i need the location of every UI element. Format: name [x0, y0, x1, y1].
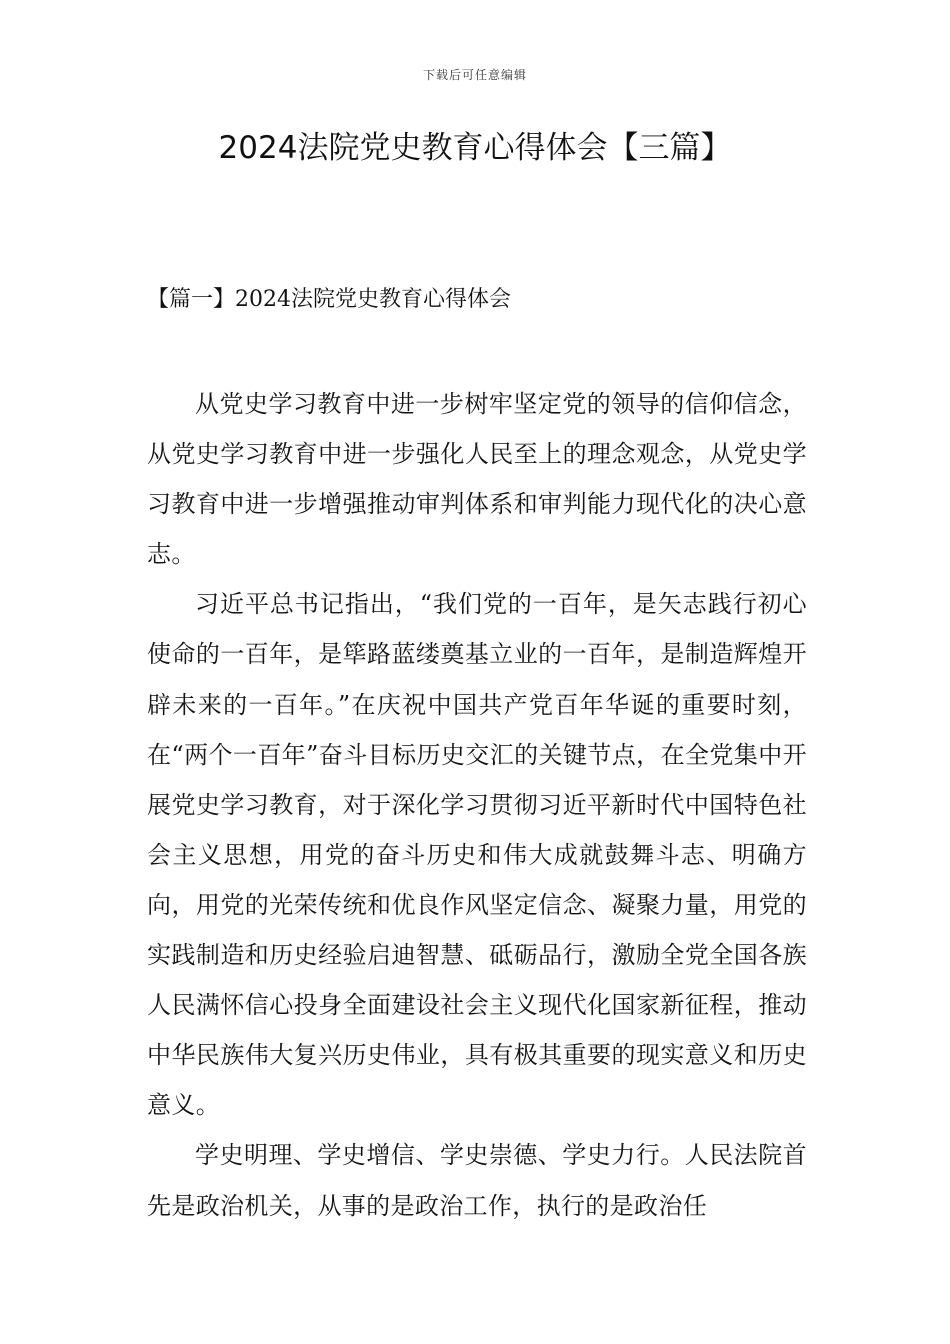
paragraph-2: 习近平总书记指出，“我们党的一百年，是矢志践行初心使命的一百年，是筚路蓝缕奠基立业的一百年，是制造辉煌开辟未来的一百年。”在庆祝中国共产党百年华诞的重要时刻，在“两个一百年”奋斗目标历史交汇的关键节点，在全党集中开展党史学习教育，对于深化学习贯彻习近平新时代中国特色社会主义思想，用党的奋斗历史和伟大成就鼓舞斗志、明确方向，用党的光荣传统和优良作风坚定信念、凝聚力量，用党的实践制造和历史经验启迪智慧、砥砺品行，激励全党全国各族人民满怀信心投身全面建设社会主义现代化国家新征程，推动中华民族伟大复兴历史伟业，具有极其重要的现实意义和历史意义。: [147, 590, 807, 1120]
document-title: 2024法院党史教育心得体会【三篇】: [218, 130, 732, 166]
header-note: 下载后可任意编辑: [422, 68, 527, 82]
section-heading: 【篇一】2024法院党史教育心得体会: [147, 287, 511, 312]
body-text: [147, 379, 807, 1231]
paragraph-1: 从党史学习教育中进一步树牢坚定党的领导的信仰信念，从党史学习教育中进一步强化人民至上的理念观念，从党史学习教育中进一步增强推动审判体系和审判能力现代化的决心意志。: [147, 390, 807, 569]
paragraph-3: 学史明理、学史增信、学史崇德、学史力行。人民法院首先是政治机关，从事的是政治工作，执行的是政治任: [147, 1141, 807, 1220]
